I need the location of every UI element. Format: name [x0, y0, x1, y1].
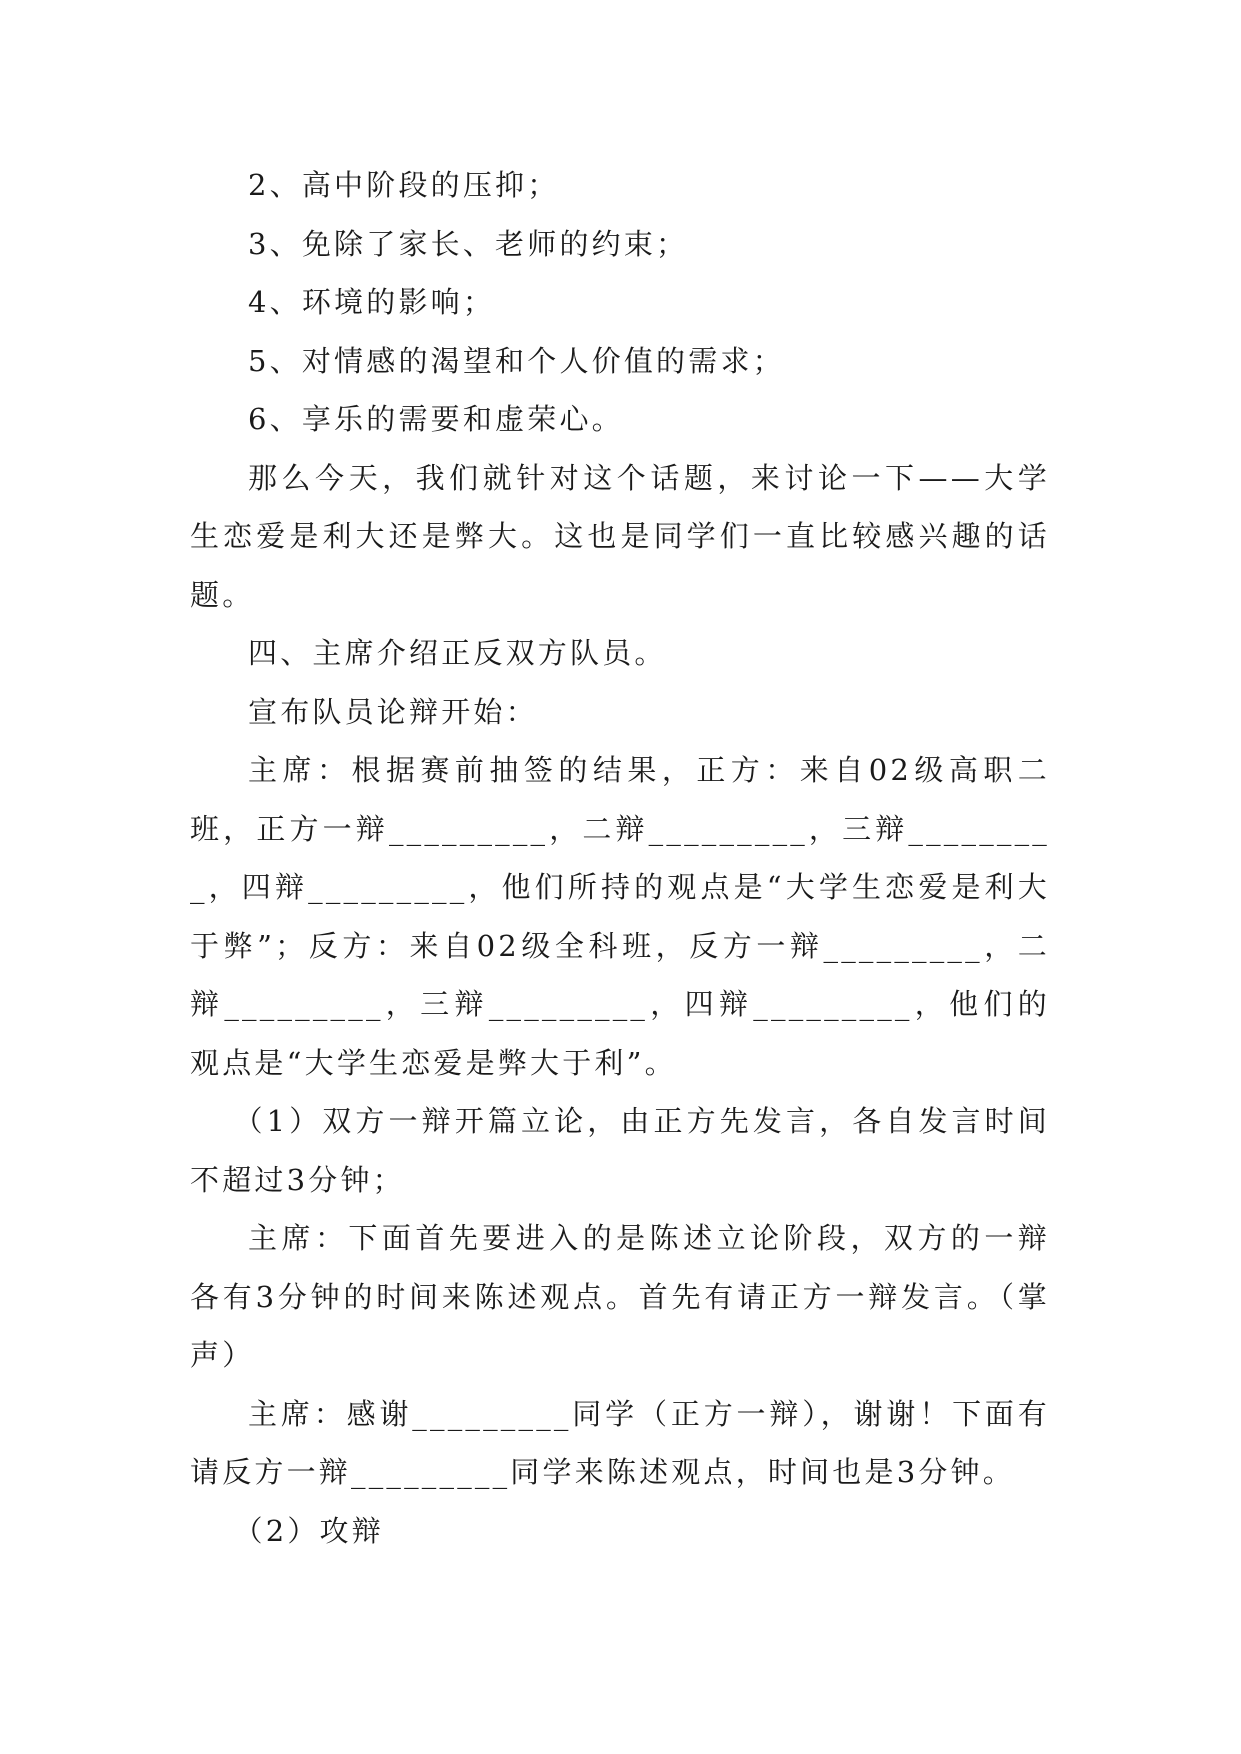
list-item-2: 2、高中阶段的压抑； [248, 168, 560, 202]
list-item-5: 5、对情感的渴望和个人价值的需求； [248, 343, 785, 378]
list-item-4: 4、环境的影响； [248, 285, 496, 319]
document-body [190, 156, 1050, 1560]
debate-start-line: 宣布队员论辩开始： [248, 694, 538, 729]
chair-thanks-paragraph: 主席：感谢_________同学（正方一辩），谢谢！下面有请反方一辩_________同学来陈述观点，时间也是3分钟。 [190, 1396, 1050, 1489]
chair-introduction-paragraph: 主席：根据赛前抽签的结果，正方：来自02级高职二班，正方一辩_________，二辩_________，三辩_________，四辩_________，他们所持的观点是“大学生恋爱是利大于弊”；反方：来自02级全科班，反方一辩_________，二辩_________，三辩_________，四辩_________，他们的观点是“大学生恋爱是弊大于利”。 [190, 753, 1050, 1080]
list-item-3: 3、免除了家长、老师的约束； [248, 226, 689, 261]
step-1-paragraph: （1）双方一辩开篇立论，由正方先发言，各自发言时间不超过3分钟； [190, 1104, 1050, 1197]
list-item-6: 6、享乐的需要和虚荣心。 [248, 402, 624, 436]
section-heading-4: 四、主席介绍正反双方队员。 [248, 636, 667, 670]
step-2-heading: （2）攻辩 [233, 1513, 384, 1548]
chair-opening-paragraph: 主席：下面首先要进入的是陈述立论阶段，双方的一辩各有3分钟的时间来陈述观点。首先有请正方一辩发言。（掌声） [190, 1221, 1050, 1372]
topic-paragraph: 那么今天，我们就针对这个话题，来讨论一下——大学生恋爱是利大还是弊大。这也是同学们一直比较感兴趣的话题。 [190, 460, 1050, 612]
